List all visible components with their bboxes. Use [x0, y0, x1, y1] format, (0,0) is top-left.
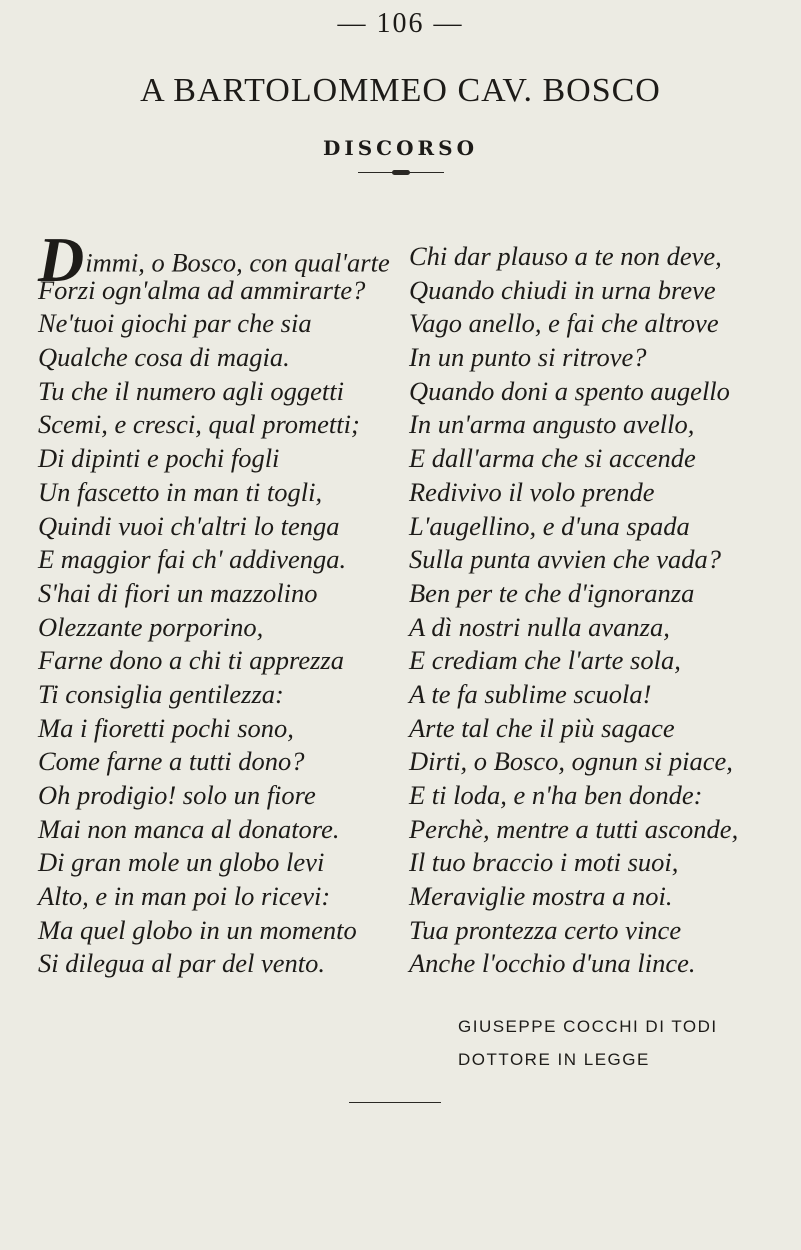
verse-line: L'augellino, e d'una spada — [409, 510, 690, 541]
verse-line: Ne'tuoi giochi par che sia — [38, 308, 312, 339]
verse-line: Farne dono a chi ti apprezza — [38, 645, 344, 676]
verse-line: Qualche cosa di magia. — [38, 342, 290, 373]
ornament-icon — [392, 170, 410, 175]
verse-line: Ma i fioretti pochi sono, — [38, 712, 294, 743]
poem-title: A BARTOLOMMEO CAV. BOSCO — [140, 72, 661, 109]
verse-line: Dirti, o Bosco, ognun si piace, — [409, 746, 733, 777]
verse-line: Un fascetto in man ti togli, — [38, 476, 323, 507]
author-name: GIUSEPPE COCCHI DI TODI — [458, 1017, 718, 1036]
verse-line: Alto, e in man poi lo ricevi: — [38, 881, 331, 912]
verse-line: Chi dar plauso a te non deve, — [409, 241, 722, 271]
verse-line: Anche l'occhio d'una lince. — [409, 948, 696, 979]
ornamental-rule — [358, 172, 444, 173]
poem-column-left — [38, 224, 390, 981]
page-number: — 106 — — [337, 8, 464, 39]
verse-line: Di dipinti e pochi fogli — [38, 443, 280, 474]
verse-line: A dì nostri nulla avanza, — [409, 611, 670, 642]
poem-column-right — [409, 240, 789, 981]
verse-line: Il tuo braccio i moti suoi, — [409, 847, 679, 878]
verse-line: Ti consiglia gentilezza: — [38, 678, 284, 709]
verse-line: Di gran mole un globo levi — [38, 847, 325, 878]
verse-line: E maggior fai ch' addivenga. — [38, 544, 347, 575]
verse-line: Come farne a tutti dono? — [38, 746, 305, 777]
verse-line: Forzi ogn'alma ad ammirarte? — [38, 274, 366, 305]
verse-line: Ma quel globo in un momento — [38, 914, 357, 945]
verse-line: E ti loda, e n'ha ben donde: — [409, 780, 703, 810]
verse-line: Tua prontezza certo vince — [409, 914, 682, 945]
verse-line: In un punto si ritrove? — [409, 342, 647, 373]
verse-line: Olezzante porporino, — [38, 611, 264, 642]
verse-line: Dimmi, o Bosco, con qual'arte — [38, 224, 390, 295]
author-title: DOTTORE IN LEGGE — [458, 1050, 650, 1069]
verse-line: S'hai di fiori un mazzolino — [38, 577, 318, 608]
drop-cap: D — [38, 224, 85, 295]
verse-line: Redivivo il volo prende — [409, 476, 655, 507]
verse-line: Arte tal che il più sagace — [409, 712, 675, 743]
verse-line: In un'arma angusto avello, — [409, 409, 695, 440]
verse-line: Quindi vuoi ch'altri lo tenga — [38, 510, 340, 541]
verse-line: Vago anello, e fai che altrove — [409, 308, 719, 339]
verse-line: Tu che il numero agli oggetti — [38, 375, 344, 406]
verse-line: Si dilegua al par del vento. — [38, 948, 326, 979]
author-signature — [458, 1010, 778, 1076]
verse-line: Sulla punta avvien che vada? — [409, 544, 722, 575]
verse-line: E dall'arma che si accende — [409, 443, 696, 474]
verse-line: A te fa sublime scuola! — [409, 678, 652, 709]
poem-genre-heading: DISCORSO — [323, 136, 478, 160]
verse-line: Quando doni a spento augello — [409, 375, 730, 406]
verse-line: Perchè, mentre a tutti asconde, — [409, 813, 739, 844]
verse-line: Oh prodigio! solo un fiore — [38, 780, 316, 810]
verse-line: Meraviglie mostra a noi. — [409, 881, 673, 912]
verse-line: Quando chiudi in urna breve — [409, 274, 716, 305]
verse-line: Ben per te che d'ignoranza — [409, 577, 695, 608]
verse-line: E crediam che l'arte sola, — [409, 645, 681, 676]
verse-line: Scemi, e cresci, qual prometti; — [38, 409, 360, 440]
closing-rule — [349, 1102, 441, 1103]
verse-line: Mai non manca al donatore. — [38, 813, 340, 844]
